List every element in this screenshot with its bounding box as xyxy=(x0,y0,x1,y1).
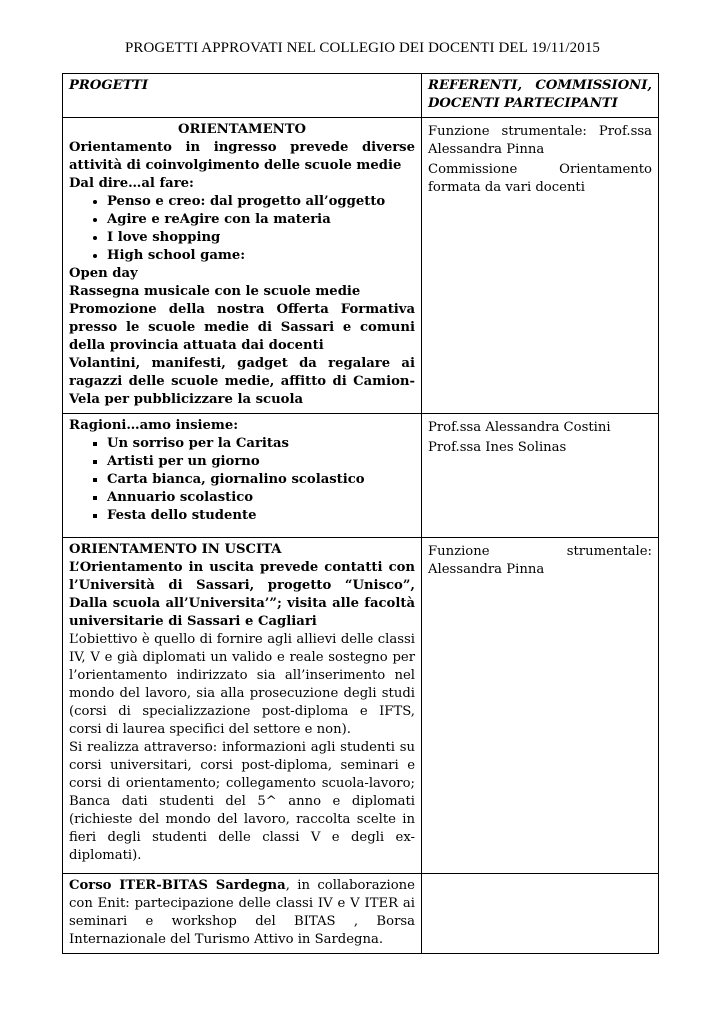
project-paragraph xyxy=(69,877,415,949)
project-cell-bitas xyxy=(63,874,422,954)
table-header-row xyxy=(63,74,659,118)
header-referents: REFERENTI, COMMISSIONI, DOCENTI PARTECIPANTI xyxy=(422,74,659,118)
table-row xyxy=(63,538,659,874)
table-row xyxy=(63,414,659,538)
project-intro: Orientamento in ingresso prevede diverse attività di coinvolgimento delle scuole medie xyxy=(69,140,415,173)
referent-text: Funzione strumentale: Alessandra Pinna xyxy=(428,544,652,577)
project-rest-text: , in collaborazione con Enit: partecipazione delle classi IV e V ITER ai seminari e workshop del BITAS , Borsa Internazionale del Turismo Attivo in Sardegna. xyxy=(69,878,415,947)
referent-text: Prof.ssa Ines Solinas xyxy=(428,440,567,455)
list-item: ▪ Annuario scolastico xyxy=(107,489,415,507)
referents-cell-bitas xyxy=(422,874,659,954)
project-cell-ragioniamo xyxy=(63,414,422,538)
project-paragraph: Si realizza attraverso: informazioni agli studenti su corsi universitari, corsi post-diploma, seminari e corsi di orientamento; collegamento scuola-lavoro; Banca dati studenti del 5^ anno e diplomati (richieste del mondo del lavoro, raccolta scelte in fieri degli studenti delle classi V e degli ex-diplomati). xyxy=(69,740,415,863)
list-item: ▪ Un sorriso per la Caritas xyxy=(107,435,415,453)
list-item: ▪ Artisti per un giorno xyxy=(107,453,415,471)
projects-table xyxy=(62,73,659,954)
table-row xyxy=(63,874,659,954)
project-paragraph: L’obiettivo è quello di fornire agli allievi delle classi IV, V e già diplomati un valido e reale sostegno per l’orientamento indirizzato sia all’inserimento nel mondo del lavoro, sia alla prosecuzione degli studi (corsi di specializzazione post-diploma e IFTS, corsi di laurea specifici del settore e non). xyxy=(69,632,415,737)
list-item: • I love shopping xyxy=(107,229,415,247)
section-heading: ORIENTAMENTO xyxy=(177,122,307,137)
project-line: Volantini, manifesti, gadget da regalare ai ragazzi delle scuole medie, affitto di Camion-Vela per pubblicizzare la scuola xyxy=(69,356,415,407)
table-row xyxy=(63,118,659,414)
activity-list xyxy=(69,435,415,525)
project-subhead: Dal dire…al fare: xyxy=(69,176,194,191)
referents-cell-orientamento xyxy=(422,118,659,414)
section-heading: ORIENTAMENTO IN USCITA xyxy=(69,542,282,557)
referent-text: Funzione strumentale: Prof.ssa Alessandra Pinna xyxy=(428,124,652,157)
project-bold-lead: Corso ITER-BITAS Sardegna xyxy=(69,878,286,893)
header-projects: PROGETTI xyxy=(63,74,422,118)
project-line: Open day xyxy=(69,266,138,281)
project-cell-uscita xyxy=(63,538,422,874)
list-item: ▪ Festa dello studente xyxy=(107,507,415,525)
project-line: Rassegna musicale con le scuole medie xyxy=(69,284,361,299)
activity-list xyxy=(69,193,415,265)
referent-text: Commissione Orientamento formata da vari docenti xyxy=(428,162,652,195)
list-item: • High school game: xyxy=(107,247,415,265)
project-line: Promozione della nostra Offerta Formativa presso le scuole medie di Sassari e comuni della provincia attuata dai docenti xyxy=(69,302,415,353)
page-title: PROGETTI APPROVATI NEL COLLEGIO DEI DOCENTI DEL 19/11/2015 xyxy=(124,40,601,56)
list-item: • Penso e creo: dal progetto all’oggetto xyxy=(107,193,415,211)
referents-cell-ragioniamo xyxy=(422,414,659,538)
list-item: ▪ Carta bianca, giornalino scolastico xyxy=(107,471,415,489)
referents-cell-uscita xyxy=(422,538,659,874)
project-cell-orientamento xyxy=(63,118,422,414)
referent-text: Prof.ssa Alessandra Costini xyxy=(428,420,611,435)
project-bold-text: L’Orientamento in uscita prevede contatti con l’Università di Sassari, progetto “Unisco”, Dalla scuola all’Universita’”; visita alle facoltà universitarie di Sassari e Cagliari xyxy=(69,560,415,629)
section-heading: Ragioni…amo insieme: xyxy=(69,418,239,433)
list-item: • Agire e reAgire con la materia xyxy=(107,211,415,229)
